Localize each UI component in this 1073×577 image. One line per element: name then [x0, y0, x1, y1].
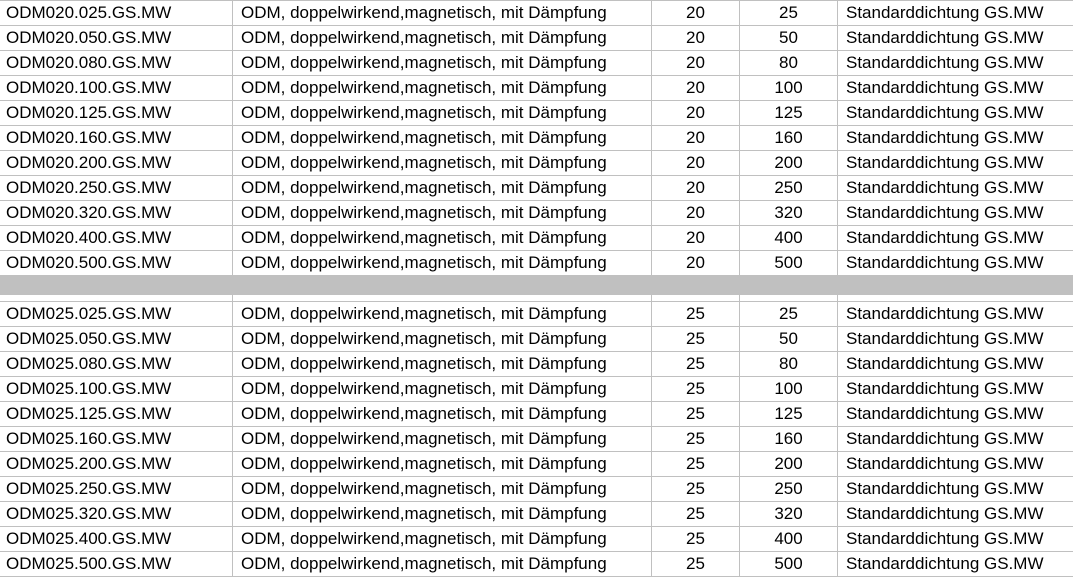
cell-diameter[interactable]: 25	[652, 377, 740, 401]
cell-diameter[interactable]: 25	[652, 502, 740, 526]
cell-stroke[interactable]: 25	[740, 1, 838, 25]
cell-description[interactable]: ODM, doppelwirkend,magnetisch, mit Dämpfung	[233, 477, 652, 501]
cell-stroke[interactable]: 400	[740, 226, 838, 250]
cell-part-number[interactable]: ODM020.400.GS.MW	[0, 226, 233, 250]
table-row	[0, 1, 1073, 26]
table-row	[0, 151, 1073, 176]
cell-seal[interactable]: Standarddichtung GS.MW	[846, 379, 1044, 398]
cell-diameter[interactable]	[652, 295, 740, 301]
cell-diameter[interactable]: 20	[652, 51, 740, 75]
cell-diameter[interactable]: 20	[652, 251, 740, 275]
cell-stroke[interactable]: 500	[740, 552, 838, 576]
table-row	[0, 26, 1073, 51]
cell-seal[interactable]: Standarddichtung GS.MW	[846, 354, 1044, 373]
cell-diameter[interactable]: 25	[652, 302, 740, 326]
cell-part-number[interactable]: ODM025.080.GS.MW	[0, 352, 233, 376]
cell-description[interactable]: ODM, doppelwirkend,magnetisch, mit Dämpfung	[233, 427, 652, 451]
cell-stroke[interactable]: 100	[740, 76, 838, 100]
cell-seal[interactable]: Standarddichtung GS.MW	[846, 153, 1044, 172]
cell-part-number[interactable]: ODM025.160.GS.MW	[0, 427, 233, 451]
cell-stroke[interactable]: 250	[740, 176, 838, 200]
cell-seal[interactable]: Standarddichtung GS.MW	[846, 203, 1044, 222]
table-row	[0, 452, 1073, 477]
cell-diameter[interactable]: 25	[652, 402, 740, 426]
cell-description[interactable]: ODM, doppelwirkend,magnetisch, mit Dämpfung	[233, 352, 652, 376]
cell-part-number[interactable]: ODM020.025.GS.MW	[0, 1, 233, 25]
cell-stroke[interactable]: 125	[740, 402, 838, 426]
cell-seal[interactable]: Standarddichtung GS.MW	[846, 504, 1044, 523]
table-row	[0, 427, 1073, 452]
cell-description[interactable]: ODM, doppelwirkend,magnetisch, mit Dämpfung	[233, 502, 652, 526]
cell-part-number[interactable]: ODM020.320.GS.MW	[0, 201, 233, 225]
cell-diameter[interactable]: 20	[652, 1, 740, 25]
cell-part-number[interactable]: ODM025.400.GS.MW	[0, 527, 233, 551]
cell-description[interactable]: ODM, doppelwirkend,magnetisch, mit Dämpfung	[233, 201, 652, 225]
cell-part-number[interactable]: ODM020.500.GS.MW	[0, 251, 233, 275]
cell-diameter[interactable]: 25	[652, 452, 740, 476]
table-row	[0, 402, 1073, 427]
cell-seal[interactable]: Standarddichtung GS.MW	[846, 529, 1044, 548]
cell-description[interactable]: ODM, doppelwirkend,magnetisch, mit Dämpfung	[233, 251, 652, 275]
cell-part-number[interactable]: ODM025.050.GS.MW	[0, 327, 233, 351]
cell-seal[interactable]: Standarddichtung GS.MW	[846, 479, 1044, 498]
cell-description[interactable]: ODM, doppelwirkend,magnetisch, mit Dämpfung	[233, 76, 652, 100]
cell-description[interactable]: ODM, doppelwirkend,magnetisch, mit Dämpfung	[233, 327, 652, 351]
empty-spacer-row[interactable]	[0, 295, 1073, 302]
cell-diameter[interactable]: 25	[652, 477, 740, 501]
cell-diameter[interactable]: 20	[652, 26, 740, 50]
cell-stroke[interactable]: 250	[740, 477, 838, 501]
table-row	[0, 251, 1073, 276]
cell-description[interactable]: ODM, doppelwirkend,magnetisch, mit Dämpfung	[233, 126, 652, 150]
cell-stroke[interactable]: 80	[740, 51, 838, 75]
cell-part-number[interactable]: ODM025.100.GS.MW	[0, 377, 233, 401]
cell-description[interactable]	[233, 295, 652, 301]
group-separator-row[interactable]	[0, 276, 1073, 295]
cell-description[interactable]: ODM, doppelwirkend,magnetisch, mit Dämpfung	[233, 51, 652, 75]
table-row	[0, 327, 1073, 352]
cell-seal[interactable]: Standarddichtung GS.MW	[846, 28, 1044, 47]
cell-stroke[interactable]: 320	[740, 201, 838, 225]
cell-diameter[interactable]: 25	[652, 427, 740, 451]
table-row	[0, 552, 1073, 577]
cell-stroke[interactable]: 200	[740, 452, 838, 476]
table-body	[0, 1, 1073, 577]
cell-description[interactable]: ODM, doppelwirkend,magnetisch, mit Dämpfung	[233, 402, 652, 426]
cell-seal[interactable]: Standarddichtung GS.MW	[846, 228, 1044, 247]
cell-stroke[interactable]: 50	[740, 327, 838, 351]
cell-stroke[interactable]: 25	[740, 302, 838, 326]
cell-seal[interactable]: Standarddichtung GS.MW	[846, 329, 1044, 348]
cell-description[interactable]: ODM, doppelwirkend,magnetisch, mit Dämpfung	[233, 452, 652, 476]
cell-description[interactable]: ODM, doppelwirkend,magnetisch, mit Dämpfung	[233, 226, 652, 250]
cell-seal[interactable]: Standarddichtung GS.MW	[846, 404, 1044, 423]
cell-part-number[interactable]: ODM025.500.GS.MW	[0, 552, 233, 576]
cell-diameter[interactable]: 20	[652, 101, 740, 125]
cell-diameter[interactable]: 20	[652, 201, 740, 225]
cell-description[interactable]: ODM, doppelwirkend,magnetisch, mit Dämpfung	[233, 176, 652, 200]
table-row	[0, 101, 1073, 126]
cell-diameter[interactable]: 25	[652, 527, 740, 551]
table-row	[0, 201, 1073, 226]
cell-stroke[interactable]: 50	[740, 26, 838, 50]
cell-diameter[interactable]: 20	[652, 126, 740, 150]
table-row	[0, 477, 1073, 502]
cell-part-number[interactable]: ODM020.080.GS.MW	[0, 51, 233, 75]
cell-part-number[interactable]: ODM025.025.GS.MW	[0, 302, 233, 326]
cell-part-number[interactable]: ODM020.160.GS.MW	[0, 126, 233, 150]
table-row	[0, 302, 1073, 327]
cell-stroke[interactable]: 100	[740, 377, 838, 401]
cell-seal[interactable]	[838, 295, 1073, 301]
cell-part-number[interactable]: ODM025.250.GS.MW	[0, 477, 233, 501]
cell-diameter[interactable]: 25	[652, 352, 740, 376]
table-row	[0, 352, 1073, 377]
cell-diameter[interactable]: 20	[652, 226, 740, 250]
cell-seal[interactable]: Standarddichtung GS.MW	[846, 3, 1044, 22]
cell-seal[interactable]: Standarddichtung GS.MW	[846, 253, 1044, 272]
cell-description[interactable]: ODM, doppelwirkend,magnetisch, mit Dämpfung	[233, 101, 652, 125]
cell-part-number[interactable]: ODM025.200.GS.MW	[0, 452, 233, 476]
cell-seal[interactable]: Standarddichtung GS.MW	[846, 178, 1044, 197]
table-row	[0, 377, 1073, 402]
cell-seal[interactable]: Standarddichtung GS.MW	[846, 103, 1044, 122]
cell-diameter[interactable]: 20	[652, 76, 740, 100]
cell-diameter[interactable]: 20	[652, 151, 740, 175]
cell-description[interactable]: ODM, doppelwirkend,magnetisch, mit Dämpfung	[233, 26, 652, 50]
cell-stroke[interactable]: 160	[740, 126, 838, 150]
cell-part-number[interactable]: ODM020.125.GS.MW	[0, 101, 233, 125]
cell-seal[interactable]: Standarddichtung GS.MW	[846, 128, 1044, 147]
cell-part-number[interactable]: ODM025.125.GS.MW	[0, 402, 233, 426]
table-row	[0, 176, 1073, 201]
cell-part-number[interactable]: ODM020.050.GS.MW	[0, 26, 233, 50]
table-row	[0, 527, 1073, 552]
cell-stroke[interactable]: 400	[740, 527, 838, 551]
cell-description[interactable]: ODM, doppelwirkend,magnetisch, mit Dämpfung	[233, 377, 652, 401]
cell-seal[interactable]: Standarddichtung GS.MW	[846, 78, 1044, 97]
table-row	[0, 126, 1073, 151]
table-row	[0, 502, 1073, 527]
cell-seal[interactable]: Standarddichtung GS.MW	[846, 53, 1044, 72]
cell-part-number[interactable]: ODM020.250.GS.MW	[0, 176, 233, 200]
cell-seal[interactable]: Standarddichtung GS.MW	[846, 554, 1044, 573]
cell-stroke[interactable]: 125	[740, 101, 838, 125]
cell-part-number[interactable]: ODM020.100.GS.MW	[0, 76, 233, 100]
cell-stroke[interactable]: 500	[740, 251, 838, 275]
table-row	[0, 76, 1073, 101]
cell-stroke[interactable]	[740, 295, 838, 301]
cell-part-number[interactable]: ODM025.320.GS.MW	[0, 502, 233, 526]
cell-diameter[interactable]: 25	[652, 552, 740, 576]
cell-description[interactable]: ODM, doppelwirkend,magnetisch, mit Dämpfung	[233, 151, 652, 175]
cell-description[interactable]: ODM, doppelwirkend,magnetisch, mit Dämpfung	[233, 1, 652, 25]
cell-stroke[interactable]: 200	[740, 151, 838, 175]
cell-stroke[interactable]: 320	[740, 502, 838, 526]
cell-diameter[interactable]: 25	[652, 327, 740, 351]
table-row	[0, 51, 1073, 76]
cell-description[interactable]: ODM, doppelwirkend,magnetisch, mit Dämpfung	[233, 527, 652, 551]
cell-stroke[interactable]: 80	[740, 352, 838, 376]
cell-description[interactable]: ODM, doppelwirkend,magnetisch, mit Dämpfung	[233, 552, 652, 576]
cell-description[interactable]: ODM, doppelwirkend,magnetisch, mit Dämpfung	[233, 302, 652, 326]
cell-part-number[interactable]: ODM020.200.GS.MW	[0, 151, 233, 175]
cell-seal[interactable]: Standarddichtung GS.MW	[846, 304, 1044, 323]
cell-stroke[interactable]: 160	[740, 427, 838, 451]
cell-seal[interactable]: Standarddichtung GS.MW	[846, 429, 1044, 448]
cell-part-number[interactable]	[0, 295, 233, 301]
table-row	[0, 226, 1073, 251]
cell-diameter[interactable]: 20	[652, 176, 740, 200]
cell-seal[interactable]: Standarddichtung GS.MW	[846, 454, 1044, 473]
